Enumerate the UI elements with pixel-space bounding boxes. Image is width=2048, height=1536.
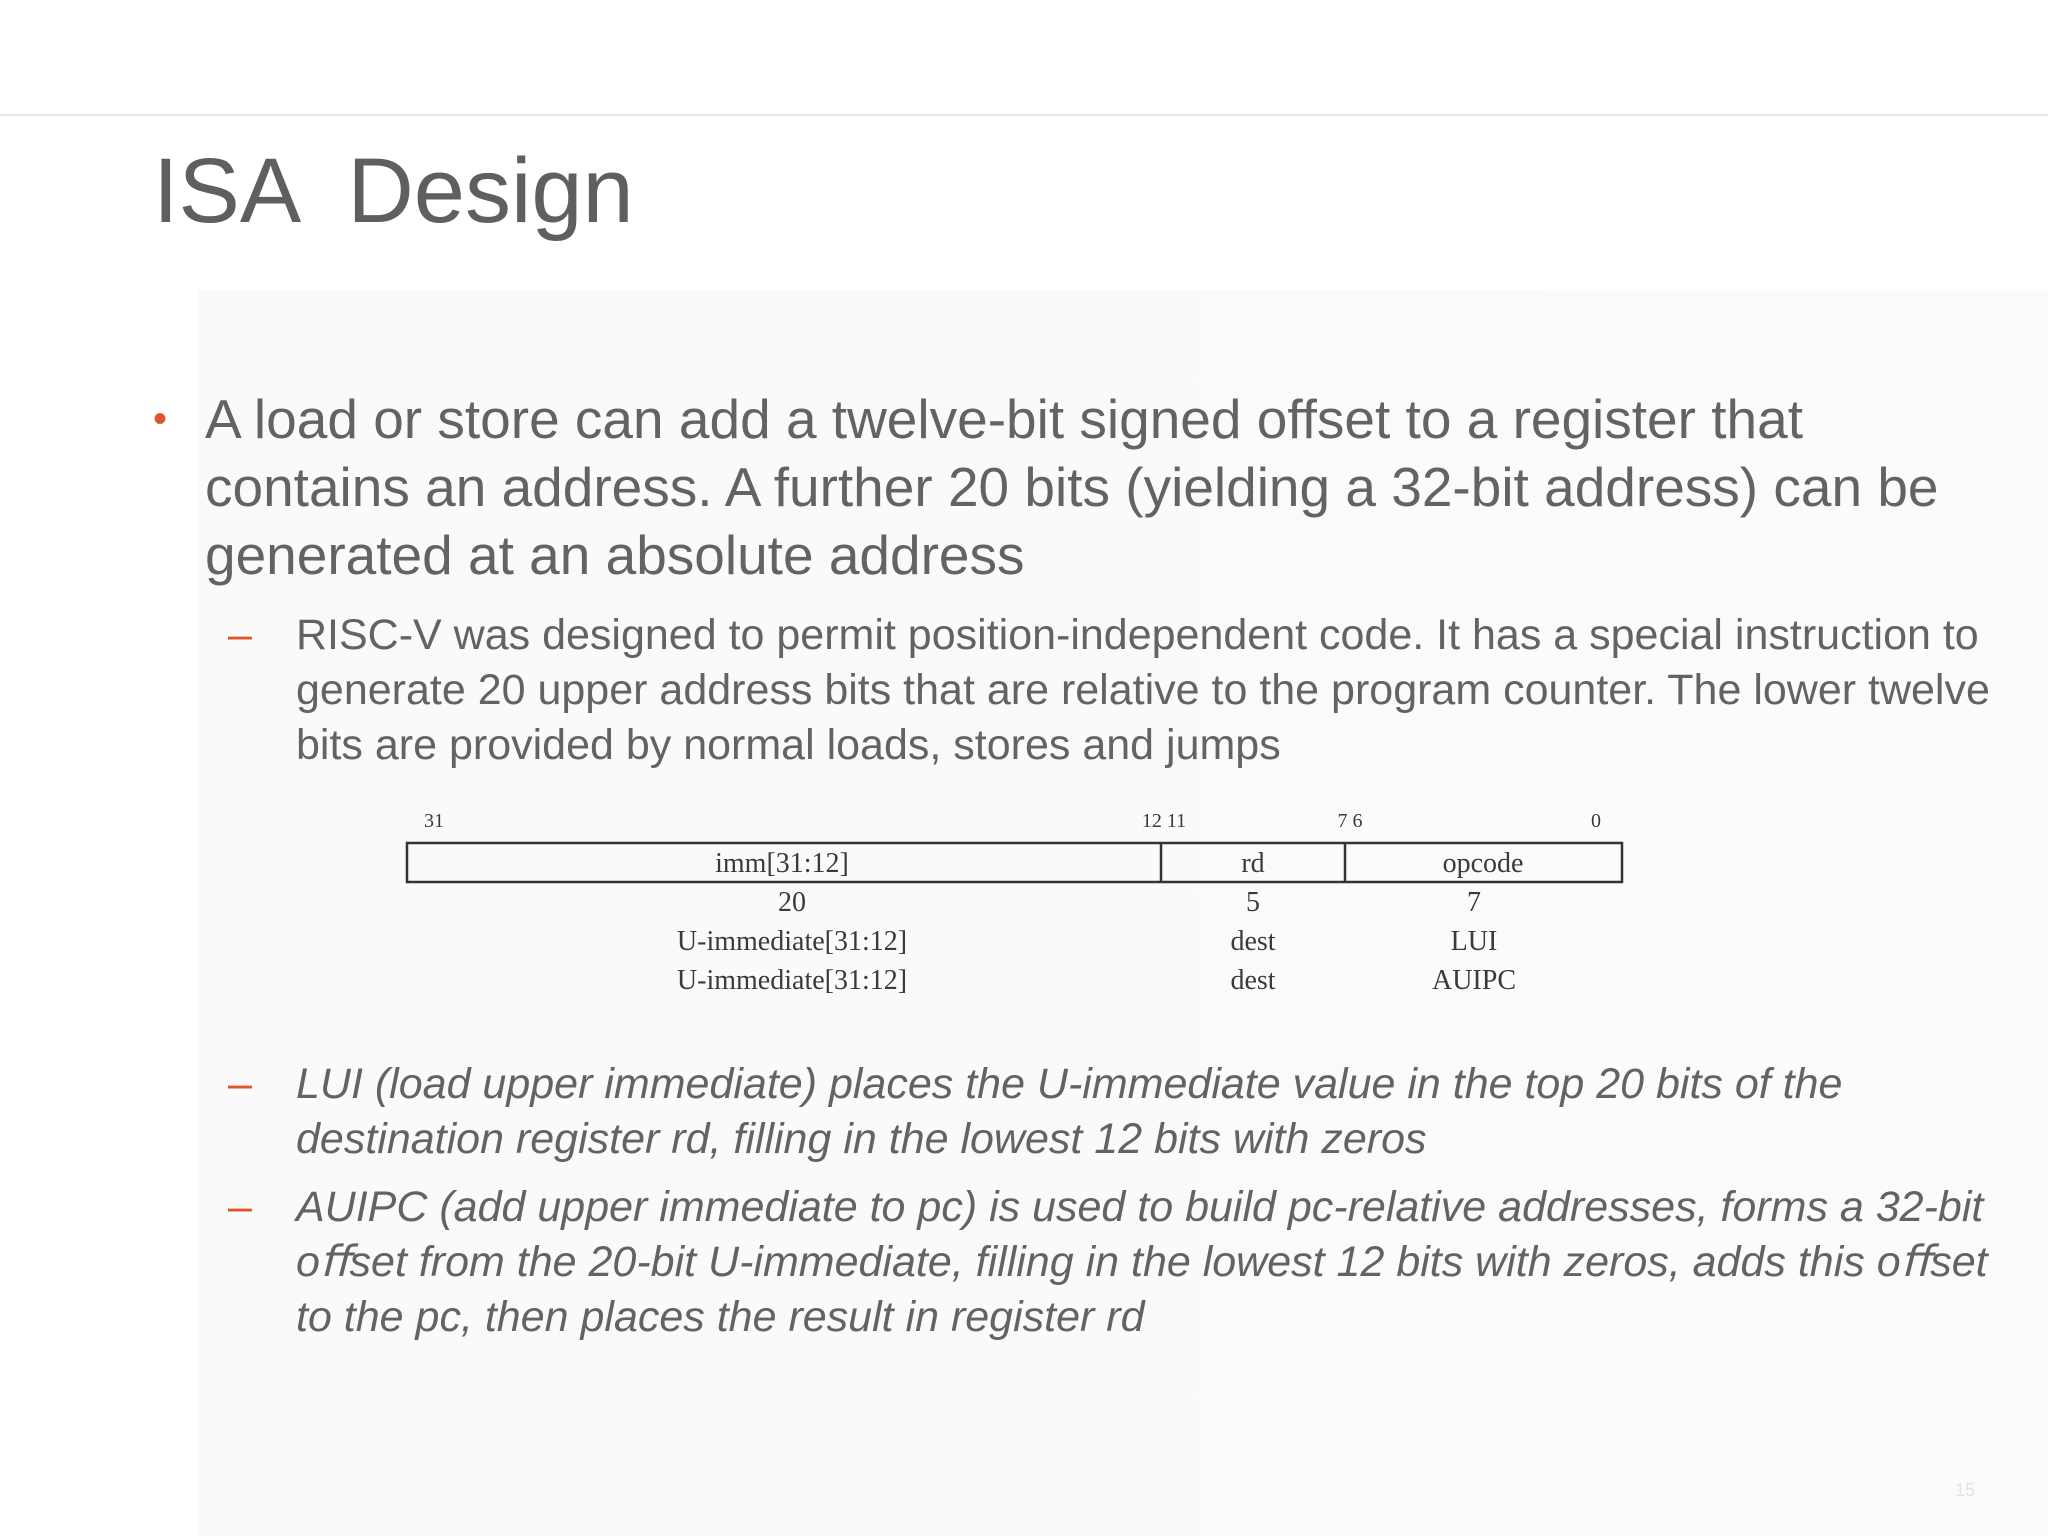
row-auipc-imm: U-immediate[31:12] [676, 965, 908, 996]
width-imm: 20 [778, 887, 806, 918]
format-box [407, 843, 1622, 882]
row-lui-opcode: LUI [1450, 926, 1498, 957]
u-type-instruction-format [402, 805, 1642, 1005]
dash-marker: – [228, 611, 252, 659]
width-opcode: 7 [1467, 887, 1481, 918]
bit-label-12-11: 12 11 [1141, 810, 1187, 832]
field-opcode: opcode [1442, 848, 1524, 879]
bit-label-7-6: 7 6 [1337, 810, 1363, 832]
sub-bullet-text: AUIPC (add upper immediate to pc) is used to build pc-relative addresses, forms a 32-bit oﬀset from the 20-bit U-immediate, filling in the lowest 12 bits with zeros, adds this oﬀset to the pc, then places the result in register rd [296, 1183, 1988, 1341]
bit-label-0: 0 [1591, 810, 1601, 832]
page-number: 15 [1955, 1480, 1976, 1500]
sub-bullet-text: LUI (load upper immediate) places the U-immediate value in the top 20 bits of the destination register rd, filling in the lowest 12 bits with zeros [296, 1060, 1843, 1163]
width-rd: 5 [1246, 887, 1260, 918]
field-rd: rd [1241, 848, 1265, 879]
dash-marker: – [228, 1060, 252, 1108]
row-auipc-rd: dest [1230, 965, 1276, 996]
row-lui-rd: dest [1230, 926, 1276, 957]
bullet-marker: • [153, 397, 168, 441]
main-bullet-text: A load or store can add a twelve-bit signed offset to a register that contains an address. A further 20 bits (yielding a 32-bit address) can be generated at an absolute address [205, 388, 1939, 586]
field-imm: imm[31:12] [715, 848, 849, 879]
bit-label-31: 31 [424, 810, 444, 832]
row-auipc-opcode: AUIPC [1431, 965, 1517, 996]
slide-title: ISA Design [153, 140, 634, 242]
row-lui-imm: U-immediate[31:12] [676, 926, 908, 957]
sub-bullet-text: RISC-V was designed to permit position-independent code. It has a special instruction to generate 20 upper address bits that are relative to the program counter. The lower twelve bits are provided by normal loads, stores and jumps [296, 611, 1990, 769]
dash-marker: – [228, 1183, 252, 1231]
header-divider [0, 114, 2048, 116]
